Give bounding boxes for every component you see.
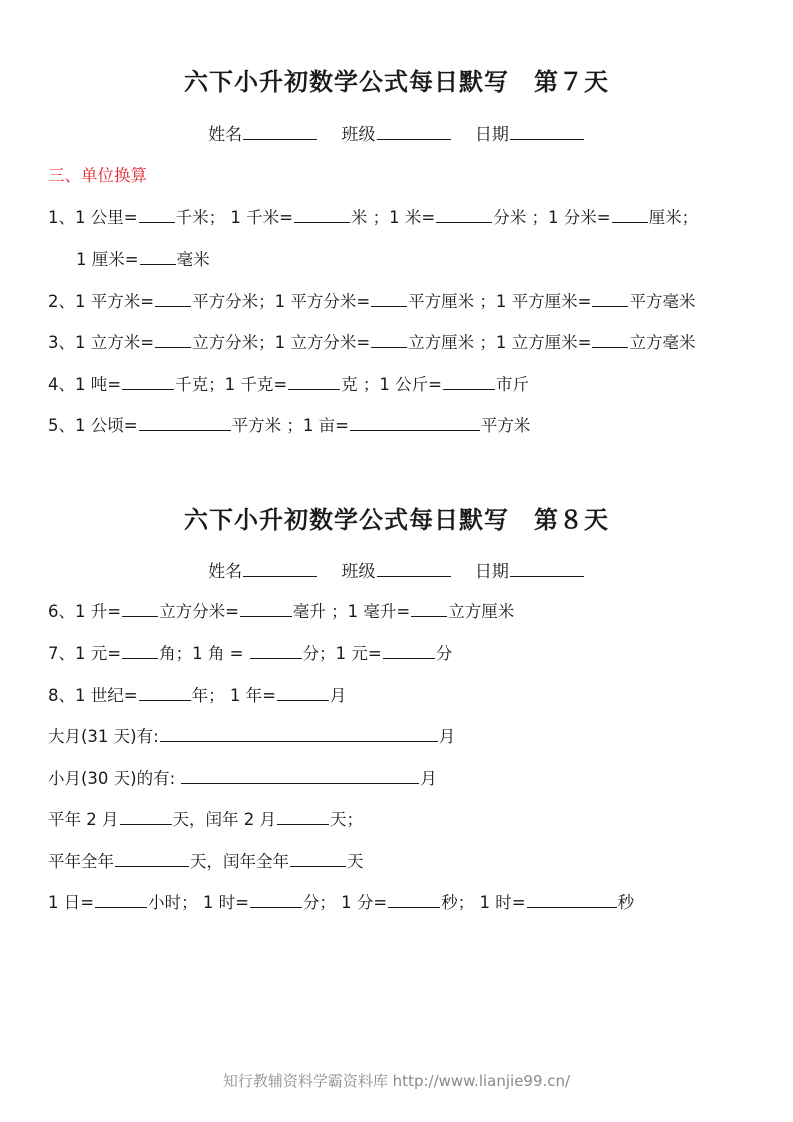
answer-blank[interactable]: [388, 890, 440, 908]
question-line: 6、1 升= 立方分米= 毫升 ；1 毫升= 立方厘米: [48, 598, 514, 622]
answer-blank[interactable]: [115, 849, 189, 867]
answer-blank[interactable]: [411, 599, 447, 617]
question-line: 1 厘米= 毫米: [76, 246, 210, 270]
answer-blank[interactable]: [155, 289, 191, 307]
page-title-day8: 六下小升初数学公式每日默写 第８天: [184, 505, 609, 534]
question-line: 1、1 公里= 千米； 1 千米= 米 ；1 米= 分米 ；1 分米= 厘米；: [48, 204, 698, 228]
answer-blank[interactable]: [140, 247, 176, 265]
answer-blank[interactable]: [139, 205, 175, 223]
question-line: 平年全年 天，闰年全年 天: [48, 848, 364, 872]
question-line: 4、1 吨= 千克；1 千克= 克 ；1 公斤= 市斤: [48, 371, 529, 395]
question-line: 3、1 立方米= 立方分米；1 立方分米= 立方厘米 ；1 立方厘米= 立方毫米: [48, 329, 695, 353]
class-field: 班级: [342, 120, 452, 145]
class-field: 班级: [342, 557, 452, 582]
answer-blank[interactable]: [383, 641, 435, 659]
answer-blank[interactable]: [155, 330, 191, 348]
answer-blank[interactable]: [277, 807, 329, 825]
answer-blank[interactable]: [371, 289, 407, 307]
answer-blank[interactable]: [160, 724, 438, 742]
answer-blank[interactable]: [139, 413, 231, 431]
question-line: 8、1 世纪= 年； 1 年= 月: [48, 682, 346, 706]
date-field: 日期: [475, 120, 585, 145]
question-line: 大月(31 天)有: 月: [48, 723, 455, 747]
answer-blank[interactable]: [250, 641, 302, 659]
answer-blank[interactable]: [120, 807, 172, 825]
name-blank[interactable]: [243, 122, 317, 140]
date-field: 日期: [475, 557, 585, 582]
name-field: 姓名: [208, 120, 318, 145]
answer-blank[interactable]: [95, 890, 147, 908]
answer-blank[interactable]: [612, 205, 648, 223]
answer-blank[interactable]: [122, 599, 158, 617]
answer-blank[interactable]: [122, 372, 174, 390]
answer-blank[interactable]: [240, 599, 292, 617]
question-line: 7、1 元= 角；1 角 = 分；1 元= 分: [48, 640, 452, 664]
answer-blank[interactable]: [527, 890, 617, 908]
answer-blank[interactable]: [250, 890, 302, 908]
answer-blank[interactable]: [436, 205, 492, 223]
answer-blank[interactable]: [592, 289, 628, 307]
question-line: 2、1 平方米= 平方分米；1 平方分米= 平方厘米 ；1 平方厘米= 平方毫米: [48, 288, 695, 312]
answer-blank[interactable]: [139, 683, 191, 701]
footer-watermark: 知行教辅资料学霸资料库 http://www.lianjie99.cn/: [222, 1072, 571, 1090]
name-blank[interactable]: [243, 559, 317, 577]
student-info-day7: [0, 120, 793, 145]
student-info-day8: [0, 557, 793, 582]
answer-blank[interactable]: [277, 683, 329, 701]
answer-blank[interactable]: [371, 330, 407, 348]
class-blank[interactable]: [377, 559, 451, 577]
date-blank[interactable]: [510, 559, 584, 577]
question-line: 1 日= 小时； 1 时= 分； 1 分= 秒； 1 时= 秒: [48, 889, 634, 913]
class-blank[interactable]: [377, 122, 451, 140]
answer-blank[interactable]: [288, 372, 340, 390]
question-line: 5、1 公顷= 平方米 ；1 亩= 平方米: [48, 412, 530, 436]
section-heading: 三、单位换算: [48, 166, 147, 185]
question-line: 小月(30 天)的有: 月: [48, 765, 437, 789]
answer-blank[interactable]: [350, 413, 480, 431]
answer-blank[interactable]: [122, 641, 158, 659]
page-title-day7: 六下小升初数学公式每日默写 第７天: [184, 67, 609, 96]
answer-blank[interactable]: [592, 330, 628, 348]
answer-blank[interactable]: [290, 849, 346, 867]
question-line: 平年 2 月 天，闰年 2 月 天；: [48, 806, 363, 830]
answer-blank[interactable]: [294, 205, 350, 223]
name-field: 姓名: [208, 557, 318, 582]
answer-blank[interactable]: [443, 372, 495, 390]
answer-blank[interactable]: [181, 766, 419, 784]
date-blank[interactable]: [510, 122, 584, 140]
